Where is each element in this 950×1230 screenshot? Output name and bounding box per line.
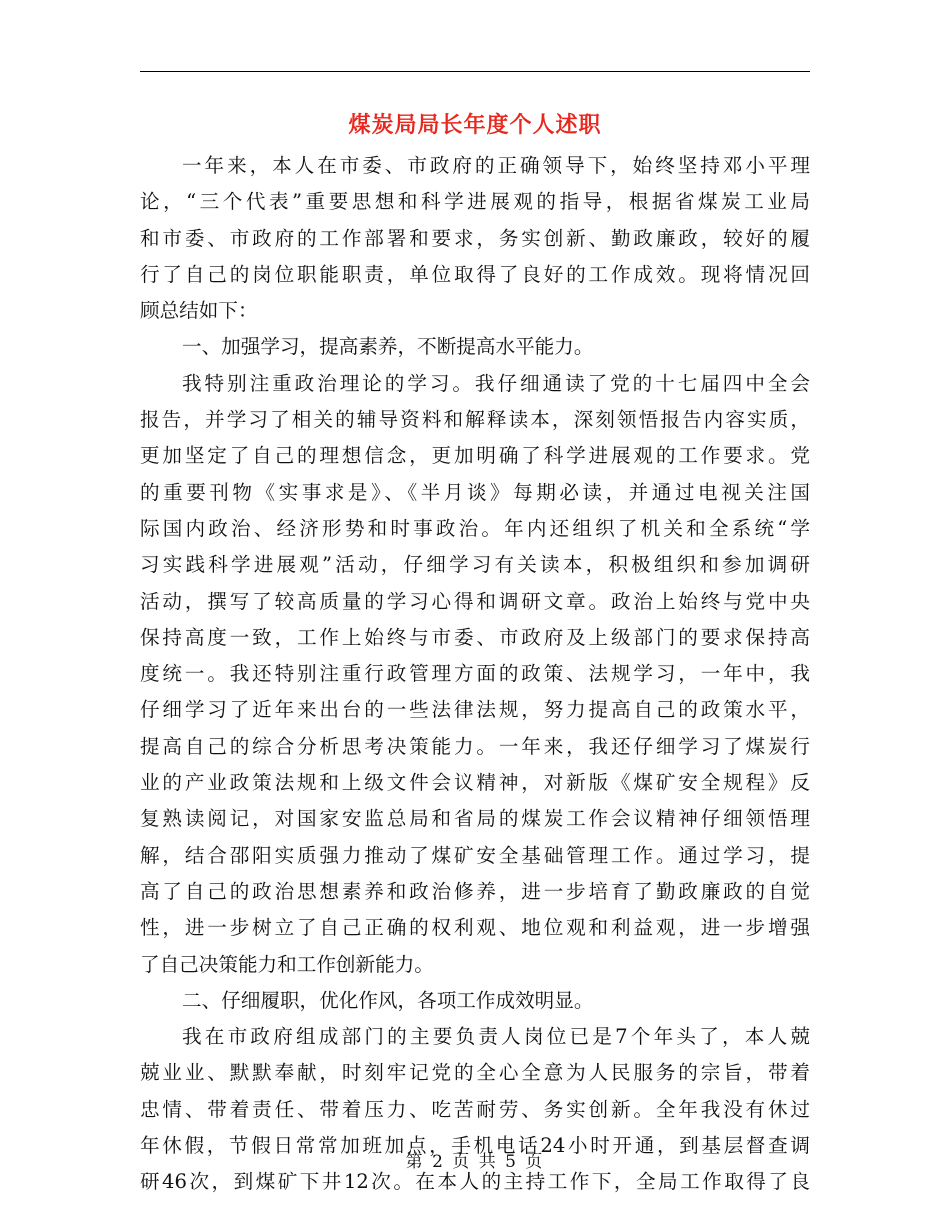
body-line: 兢业业、默默奉献，时刻牢记党的全心全意为人民服务的宗旨，带着 [140, 1061, 810, 1085]
body-line: 年休假，节假日常常加班加点，手机电话24小时开通，到基层督查调 [140, 1134, 810, 1158]
body-line: 度统一。我还特别注重行政管理方面的政策、法规学习，一年中，我 [140, 662, 810, 686]
body-line: 了自己决策能力和工作创新能力。 [140, 952, 434, 976]
page-number-footer: 第 2 页 共 5 页 [405, 1152, 545, 1172]
body-line: 的重要刊物《实事求是》、《半月谈》每期必读，并通过电视关注国 [140, 480, 810, 504]
body-line: 顾总结如下： [140, 299, 258, 323]
body-line: 业的产业政策法规和上级文件会议精神，对新版《煤矿安全规程》反 [140, 771, 810, 795]
body-line: 一年来，本人在市委、市政府的正确领导下，始终坚持邓小平理 [182, 154, 810, 177]
body-line: 报告，并学习了相关的辅导资料和解释读本，深刻领悟报告内容实质， [140, 408, 810, 432]
body-line: 活动，撰写了较高质量的学习心得和调研文章。政治上始终与党中央 [140, 589, 810, 613]
body-line: 行了自己的岗位职能职责，单位取得了良好的工作成效。现将情况回 [140, 262, 810, 286]
section-heading: 二、仔细履职，优化作风，各项工作成效明显。 [182, 988, 594, 1012]
body-line: 我特别注重政治理论的学习。我仔细通读了党的十七届四中全会 [182, 371, 810, 395]
body-line: 论，“三个代表”重要思想和科学进展观的指导，根据省煤炭工业局 [140, 190, 810, 214]
body-line: 解，结合邵阳实质强力推动了煤矿安全基础管理工作。通过学习，提 [140, 843, 810, 867]
body-line: 仔细学习了近年来出台的一些法律法规，努力提高自己的政策水平， [140, 698, 810, 722]
document-title: 煤炭局局长年度个人述职 [348, 113, 602, 138]
body-line: 研46次，到煤矿下井12次。在本人的主持工作下，全局工作取得了良 [140, 1170, 810, 1194]
body-line: 和市委、市政府的工作部署和要求，务实创新、勤政廉政，较好的履 [140, 226, 810, 250]
body-line: 提高自己的综合分析思考决策能力。一年来，我还仔细学习了煤炭行 [140, 734, 810, 758]
body-line: 更加坚定了自己的理想信念，更加明确了科学进展观的工作要求。党 [140, 444, 810, 468]
body-line: 性，进一步树立了自己正确的权利观、地位观和利益观，进一步增强 [140, 916, 810, 940]
document-body [140, 148, 810, 1201]
header-rule [140, 71, 810, 72]
body-line: 习实践科学进展观”活动，仔细学习有关读本，积极组织和参加调研 [140, 553, 810, 577]
body-line: 忠情、带着责任、带着压力、吃苦耐劳、务实创新。全年我没有休过 [140, 1097, 810, 1121]
body-line: 际国内政治、经济形势和时事政治。年内还组织了机关和全系统“学 [140, 516, 810, 540]
section-heading: 一、加强学习，提高素养，不断提高水平能力。 [182, 335, 594, 359]
body-line: 保持高度一致，工作上始终与市委、市政府及上级部门的要求保持高 [140, 625, 810, 649]
body-line: 我在市政府组成部门的主要负责人岗位已是7个年头了，本人兢 [182, 1025, 810, 1049]
body-line: 复熟读阅记，对国家安监总局和省局的煤炭工作会议精神仔细领悟理 [140, 807, 810, 831]
body-line: 高了自己的政治思想素养和政治修养，进一步培育了勤政廉政的自觉 [140, 879, 810, 903]
